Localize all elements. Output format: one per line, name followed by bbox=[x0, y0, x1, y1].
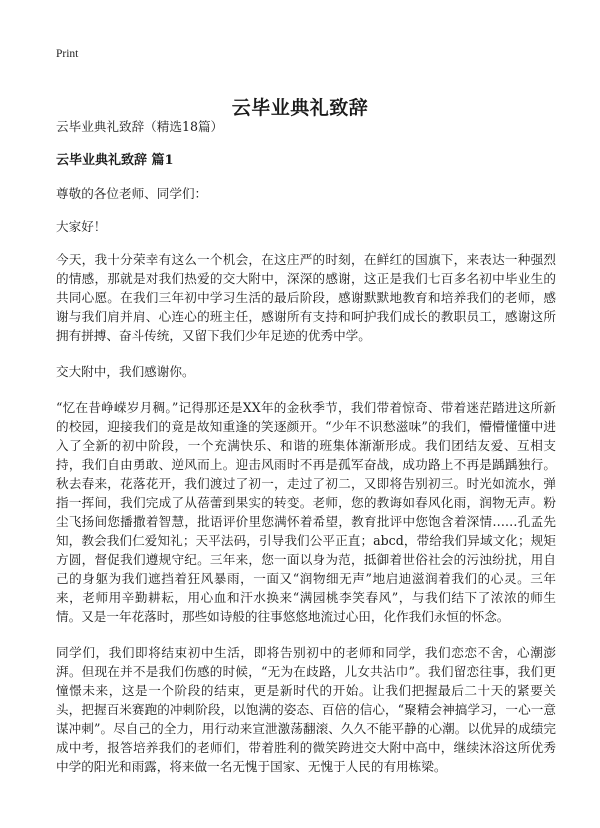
hello-line: 大家好！ bbox=[56, 219, 107, 234]
body-paragraph: 今天，我十分荣幸有这么一个机会，在这庄严的时刻，在鲜红的国旗下，来表达一种强烈的情感，那就是对我们热爱的交大附中，深深的感谢，这正是我们七百多名初中毕业生的共同心愿。在我们三年初中学习生活的最后阶段，感谢默默地教育和培养我们的老师，感谢与我们肩并肩、心连心的班主任，感谢所有支持和呵护我们成长的教职员工，感谢这所拥有拼搏、奋斗传统，又留下我们少年足迹的优秀中学。 bbox=[56, 252, 556, 343]
document-body bbox=[56, 117, 556, 793]
body-paragraph: 交大附中，我们感谢你。 bbox=[56, 364, 195, 379]
print-link[interactable]: Print bbox=[56, 48, 79, 60]
greeting-line: 尊敬的各位老师、同学们： bbox=[56, 186, 208, 201]
body-paragraph: “忆在昔峥嵘岁月稠。”记得那还是XX年的金秋季节，我们带着惊奇、带着迷茫踏进这所新的校园，迎接我们的竟是故知重逢的笑逐颜开。“少年不识愁滋味”的我们，懵懵懂懂中进入了全新的初中阶段，一个充满快乐、和谐的班集体渐渐形成。我们团结友爱、互相支持，我们自由勇敢、逆风而上。迎击风雨时不再是孤军奋战，成功路上不再是踽踽独行。秋去春来，花落花开，我们渡过了初一，走过了初二，又即将告别初三。时光如流水，弹指一挥间，我们完成了从蓓蕾到果实的转变。老师，您的教诲如春风化雨，润物无声。粉尘飞扬间您播撒着智慧，批语评价里您满怀着希望，教育批评中您饱含着深情……孔孟先知，教会我们仁爱知礼；天平法码，引导我们公平正直；abcd，带给我们异域文化；规矩方圆，督促我们遵规守纪。三年来，您一面以身为范，抵御着世俗社会的污浊纷扰，用自己的身躯为我们遮挡着狂风暴雨，一面又“润物细无声”地启迪滋润着我们的心灵。三年来，老师用辛勤耕耘，用心血和汗水换来“满园桃李笑春风”，与我们结下了浓浓的师生情。又是一年花落时，那些如诗般的往事悠悠地流过心田，化作我们永恒的怀念。 bbox=[56, 400, 556, 624]
body-paragraph: 同学们，我们即将结束初中生活，即将告别初中的老师和同学，我们恋恋不舍，心潮澎湃。但现在并不是我们伤感的时候，“无为在歧路，儿女共沾巾”。我们留恋往事，我们更憧憬未来，这是一个阶段的结束，更是新时代的开始。让我们把握最后二十天的紧要关头，把握百米赛跑的冲刺阶段，以饱满的姿态、百倍的信心，“聚精会神搞学习，一心一意谋冲刺”。尽自己的全力，用行动来宣泄激荡翻滚、久久不能平静的心潮。以优异的成绩完成中考，报答培养我们的老师们，带着胜利的微笑跨进交大附中高中，继续沐浴这所优秀中学的阳光和雨露，将来做一名无愧于国家、无愧于人民的有用栋梁。 bbox=[56, 645, 556, 774]
document-title: 云毕业典礼致辞 bbox=[231, 96, 369, 119]
document-subtitle: 云毕业典礼致辞（精选18篇） bbox=[56, 119, 224, 134]
section-heading: 云毕业典礼致辞 篇1 bbox=[56, 153, 174, 168]
